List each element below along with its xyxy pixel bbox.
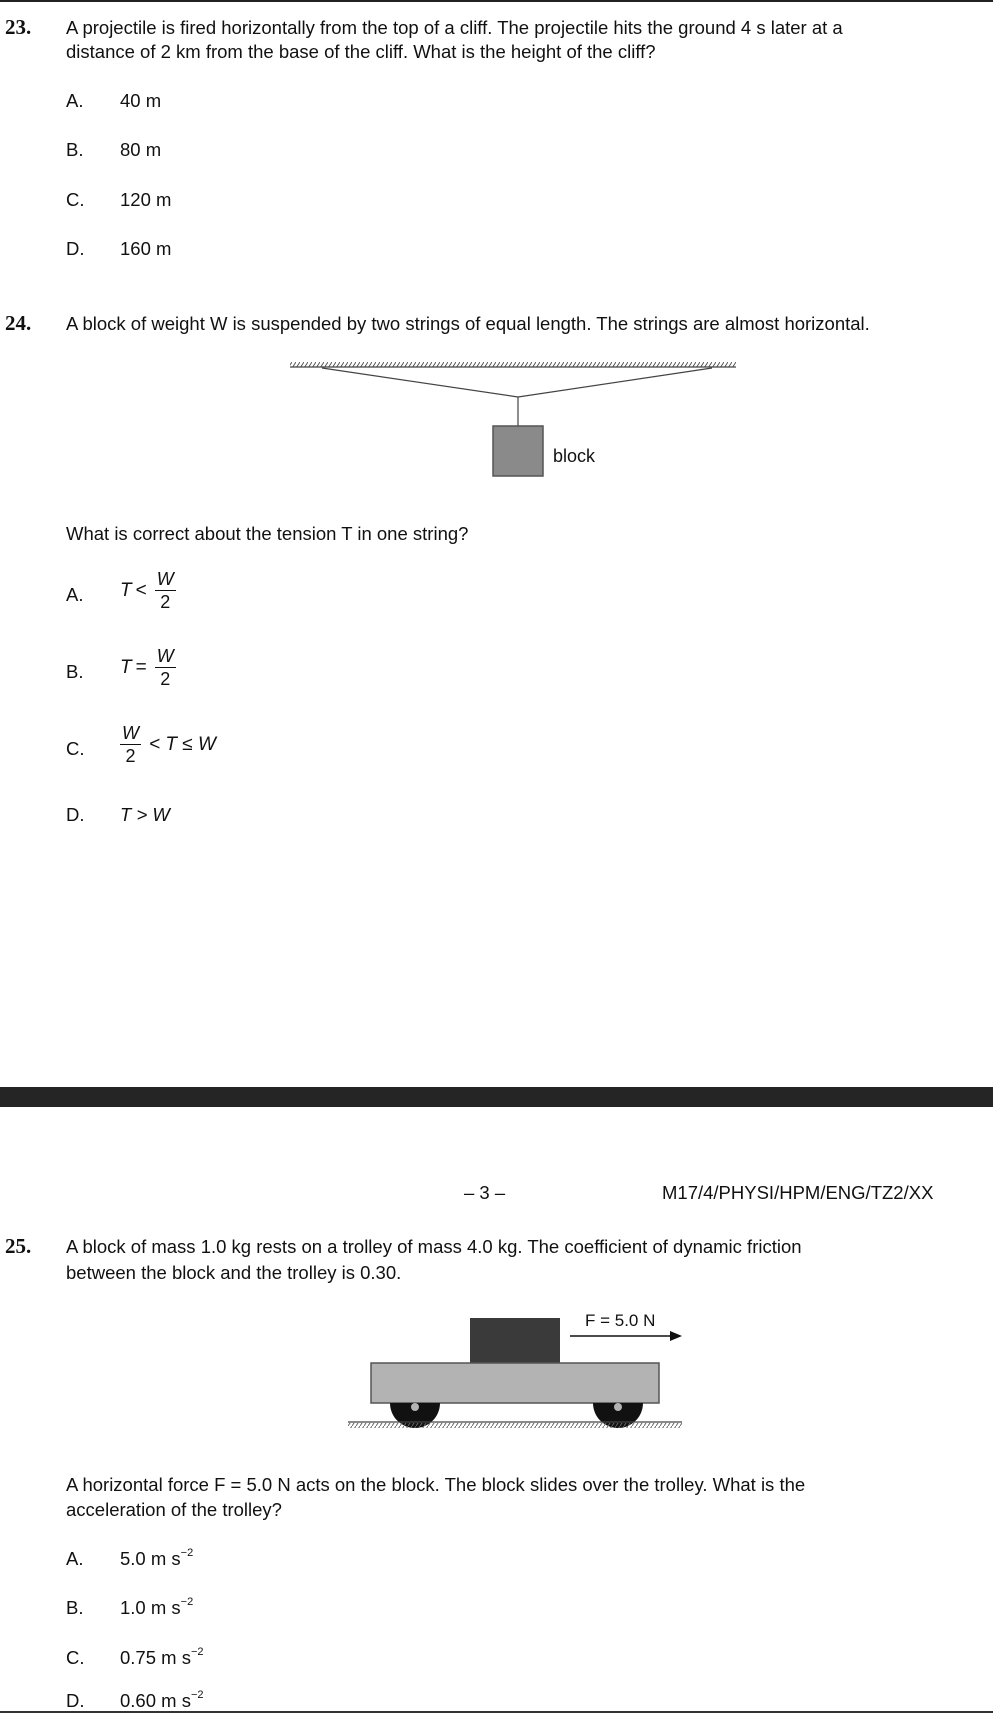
- q24-option-a-letter[interactable]: A.: [66, 584, 84, 605]
- paper-code: M17/4/PHYSI/HPM/ENG/TZ2/XX: [662, 1182, 934, 1203]
- q24-option-a-t: T: [120, 579, 132, 601]
- q23-option-d-value: 160 m: [120, 238, 172, 259]
- q25-option-c-text: 0.75 m s: [120, 1647, 191, 1668]
- ceiling-hatching: [290, 362, 736, 367]
- force-label: F = 5.0 N: [585, 1311, 656, 1330]
- left-string: [322, 368, 518, 397]
- q23-text-line2: distance of 2 km from the base of the cliff. What is the height of the cliff?: [66, 41, 656, 62]
- page-number: – 3 –: [464, 1182, 506, 1203]
- q23-option-b-letter[interactable]: B.: [66, 139, 84, 160]
- q24-option-d-letter[interactable]: D.: [66, 804, 85, 825]
- q25-option-d-text: 0.60 m s: [120, 1690, 191, 1711]
- top-rule: [0, 0, 993, 2]
- q24-text: [66, 311, 870, 336]
- trolley-body: [371, 1363, 659, 1403]
- q25-option-c-letter[interactable]: C.: [66, 1647, 85, 1668]
- q25-option-c-exponent: −2: [190, 1645, 204, 1658]
- q23-option-c-letter[interactable]: C.: [66, 189, 85, 210]
- q24-option-b-t: T: [120, 656, 132, 678]
- q25-question-line1: A horizontal force F = 5.0 N acts on the block. The block slides over the trolley. What is the: [66, 1474, 806, 1495]
- q25-number: 25.: [5, 1234, 32, 1258]
- block-on-trolley: [470, 1318, 560, 1363]
- q25-option-d-letter[interactable]: D.: [66, 1690, 85, 1711]
- q25-text-line2: between the block and the trolley is 0.30.: [66, 1262, 402, 1283]
- q24-option-b-fraction: [155, 645, 176, 690]
- q25-option-b-value: [120, 1597, 193, 1619]
- q23-option-a-letter[interactable]: A.: [66, 90, 84, 111]
- q25-option-d-exponent: −2: [190, 1688, 204, 1701]
- q24-option-a-relation: <: [135, 579, 147, 601]
- q25-text-line1: A block of mass 1.0 kg rests on a trolley of mass 4.0 kg. The coefficient of dynamic friction: [66, 1236, 802, 1257]
- q25-option-a-text: 5.0 m s: [120, 1548, 181, 1569]
- q24-option-c-fraction: [120, 722, 141, 767]
- q24-question: What is correct about the tension T in one string?: [66, 523, 469, 544]
- q24-option-c-denominator: 2: [120, 744, 141, 767]
- q24-option-a-fraction: [155, 568, 176, 613]
- q25-option-c-value: [120, 1647, 204, 1669]
- q25-option-b-letter[interactable]: B.: [66, 1597, 84, 1618]
- ground-hatching: [348, 1423, 682, 1428]
- trolley-diagram: [340, 1306, 700, 1431]
- q23-option-d-letter[interactable]: D.: [66, 238, 85, 259]
- q24-option-b-numerator: W: [156, 646, 174, 666]
- q24-option-b-letter[interactable]: B.: [66, 661, 84, 682]
- block-shape: [493, 426, 543, 476]
- q25-option-a-letter[interactable]: A.: [66, 1548, 84, 1569]
- q24-option-b-expression: [120, 645, 180, 690]
- q25-option-d-value: [120, 1690, 204, 1712]
- q25-option-b-exponent: −2: [180, 1595, 194, 1608]
- right-string: [518, 368, 712, 397]
- q24-text-content: A block of weight W is suspended by two strings of equal length. The strings are almost horizontal.: [66, 313, 870, 334]
- q23-option-b-value: 80 m: [120, 139, 162, 160]
- force-arrow-head: [670, 1331, 682, 1341]
- block-label: block: [553, 446, 596, 466]
- left-wheel-hub: [411, 1403, 419, 1411]
- q24-option-d-value: T > W: [120, 804, 170, 825]
- q24-number: 24.: [5, 311, 32, 335]
- q23-text-line1: A projectile is fired horizontally from the top of a cliff. The projectile hits the ground 4 s later at a: [66, 17, 843, 38]
- hanging-block-diagram: [280, 356, 760, 486]
- q25-question-line2: acceleration of the trolley?: [66, 1499, 282, 1520]
- q25-option-a-value: [120, 1548, 193, 1570]
- q23-option-a-value: 40 m: [120, 90, 162, 111]
- q24-option-b-relation: =: [135, 656, 147, 678]
- q23-option-c-value: 120 m: [120, 189, 172, 210]
- q24-option-c-numerator: W: [122, 723, 139, 743]
- right-wheel-hub: [614, 1403, 622, 1411]
- q24-option-a-expression: [120, 568, 180, 613]
- q23-number: 23.: [5, 15, 32, 39]
- q24-option-a-denominator: 2: [155, 590, 176, 613]
- q24-option-c-expression: [116, 722, 216, 767]
- q24-option-b-denominator: 2: [155, 667, 176, 690]
- q24-option-c-letter[interactable]: C.: [66, 738, 85, 759]
- q24-option-c-rest: < T ≤ W: [149, 733, 216, 755]
- q25-option-b-text: 1.0 m s: [120, 1597, 181, 1618]
- q24-option-a-numerator: W: [156, 569, 174, 589]
- page-separator: [0, 1087, 993, 1107]
- q25-option-a-exponent: −2: [180, 1546, 194, 1559]
